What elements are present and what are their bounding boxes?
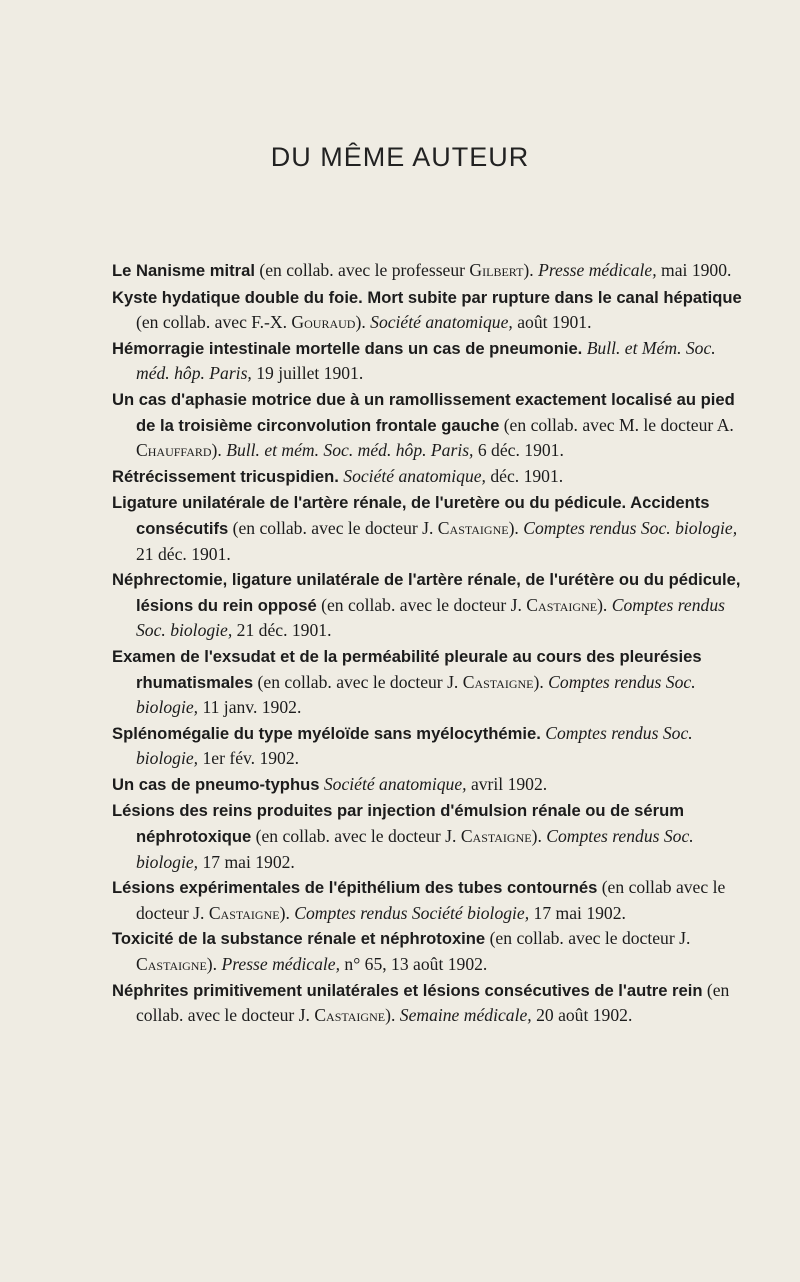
entry-collab: (en collab. avec M. le docteur A. xyxy=(503,414,734,435)
entry-collab: (en collab. avec F.-X. xyxy=(136,312,288,333)
publication-entry xyxy=(112,978,744,1028)
entry-collab: (en collab. avec le docteur J. xyxy=(257,671,459,692)
entry-author: Castaigne xyxy=(208,902,280,923)
entry-date: n° 65, 13 août 1902. xyxy=(344,954,488,975)
publication-entry xyxy=(112,336,744,386)
entry-collab-end: ). xyxy=(597,594,608,615)
entry-date: août 1901. xyxy=(517,312,592,333)
entry-title: Lésions expérimentales de l'épithélium des tubes contournés xyxy=(112,878,598,898)
entry-collab: (en collab. avec le docteur J. xyxy=(136,979,730,1026)
entry-journal: Presse médicale, xyxy=(538,260,657,280)
entry-title: Splénomégalie du type myéloïde sans myélocythémie. xyxy=(112,723,541,743)
entry-date: 17 mai 1902. xyxy=(202,851,295,872)
entry-author: Chauffard xyxy=(136,440,212,461)
entry-journal: Comptes rendus Soc. biologie, xyxy=(136,826,694,872)
entry-journal: Comptes rendus Soc. biologie, xyxy=(136,594,725,641)
publication-entry xyxy=(112,772,744,798)
entry-collab-end: ). xyxy=(279,902,290,923)
entry-title: Un cas d'aphasie motrice due à un ramollissement exactement localisé au pied de la troisième circonvolution frontale gauche xyxy=(112,389,735,435)
entry-collab: (en collab. avec le professeur xyxy=(259,260,466,280)
publication-entry xyxy=(112,875,744,925)
publication-entry xyxy=(112,567,744,643)
entry-date: 21 déc. 1901. xyxy=(136,543,231,564)
entry-collab-end: ). xyxy=(533,671,544,692)
publication-entry xyxy=(112,387,744,463)
entry-author: Gouraud xyxy=(291,312,356,333)
entry-journal: Semaine médicale, xyxy=(399,1005,532,1026)
entry-date: 17 mai 1902. xyxy=(533,902,626,923)
entry-date: 6 déc. 1901. xyxy=(477,440,564,461)
publication-entry xyxy=(112,798,744,874)
publication-entry xyxy=(112,721,744,771)
entry-collab-end: ). xyxy=(211,440,222,461)
entry-date: avril 1902. xyxy=(470,773,548,794)
entry-collab-end: ). xyxy=(385,1005,396,1026)
entry-title: Néphrites primitivement unilatérales et lésions consécutives de l'autre rein xyxy=(112,980,703,1000)
entry-date: 1er fév. 1902. xyxy=(202,748,300,769)
entry-collab: (en collab. avec le docteur J. xyxy=(489,928,691,949)
entry-collab-end: ). xyxy=(206,954,218,975)
entry-title: Le Nanisme mitral xyxy=(112,261,255,280)
publication-entry xyxy=(112,644,744,720)
entry-journal: Société anatomique, xyxy=(343,465,486,486)
publication-list xyxy=(112,258,744,1029)
entry-author: Castaigne xyxy=(526,594,598,615)
entry-collab: (en collab avec le docteur J. xyxy=(136,877,726,923)
entry-collab-end: ). xyxy=(531,826,542,847)
publication-entry xyxy=(112,490,744,566)
entry-date: 20 août 1902. xyxy=(536,1005,633,1026)
entry-journal: Société anatomique, xyxy=(323,773,467,794)
entry-journal: Comptes rendus Société biologie, xyxy=(294,902,530,923)
entry-author: Castaigne xyxy=(460,826,532,847)
entry-date: mai 1900. xyxy=(661,260,732,280)
entry-date: 19 juillet 1901. xyxy=(256,363,364,384)
entry-journal: Bull. et Mém. Soc. méd. hôp. Paris, xyxy=(136,337,716,384)
entry-title: Toxicité de la substance rénale et néphrotoxine xyxy=(112,929,486,949)
entry-collab-end: ). xyxy=(508,517,519,538)
entry-journal: Comptes rendus Soc. biologie, xyxy=(136,671,696,718)
publication-entry xyxy=(112,464,744,490)
entry-author: Castaigne xyxy=(136,954,207,975)
entry-title: Hémorragie intestinale mortelle dans un cas de pneumonie. xyxy=(112,338,583,358)
entry-journal: Presse médicale, xyxy=(221,954,341,975)
entry-title: Néphrectomie, ligature unilatérale de l'artère rénale, de l'urétère ou du pédicule, lésions du rein opposé xyxy=(112,570,741,615)
entry-collab: (en collab. avec le docteur J. xyxy=(255,826,457,847)
entry-collab-end: ). xyxy=(355,312,366,333)
entry-title: Kyste hydatique double du foie. Mort subite par rupture dans le canal hépatique xyxy=(112,287,742,307)
entry-author: Castaigne xyxy=(437,517,509,538)
entry-author: Castaigne xyxy=(462,671,534,692)
entry-collab-end: ). xyxy=(523,260,534,280)
entry-collab: (en collab. avec le docteur J. xyxy=(321,594,522,615)
entry-date: déc. 1901. xyxy=(490,465,564,486)
entry-title: Un cas de pneumo-typhus xyxy=(112,774,320,794)
entry-journal: Bull. et mém. Soc. méd. hôp. Paris, xyxy=(226,440,474,461)
entry-date: 11 janv. 1902. xyxy=(202,697,302,718)
entry-title: Ligature unilatérale de l'artère rénale, de l'uretère ou du pédicule. Accidents consécutifs xyxy=(112,493,710,538)
entry-journal: Comptes rendus Soc. biologie, xyxy=(136,722,693,769)
entry-collab: (en collab. avec le docteur J. xyxy=(232,517,434,538)
entry-date: 21 déc. 1901. xyxy=(236,620,332,641)
page-title: DU MÊME AUTEUR xyxy=(270,142,530,172)
entry-author: Gilbert xyxy=(469,260,524,280)
entry-author: Castaigne xyxy=(314,1005,386,1026)
entry-title: Rétrécissement tricuspidien. xyxy=(112,466,339,486)
publication-entry xyxy=(112,926,744,976)
entry-title: Lésions des reins produites par injection d'émulsion rénale ou de sérum néphrotoxique xyxy=(112,801,684,847)
publication-entry xyxy=(112,258,744,284)
publication-entry xyxy=(112,285,744,335)
entry-title: Examen de l'exsudat et de la perméabilité pleurale au cours des pleurésies rhumatismales xyxy=(112,646,702,692)
entry-journal: Comptes rendus Soc. biologie, xyxy=(523,517,738,538)
entry-journal: Société anatomique, xyxy=(370,312,513,333)
